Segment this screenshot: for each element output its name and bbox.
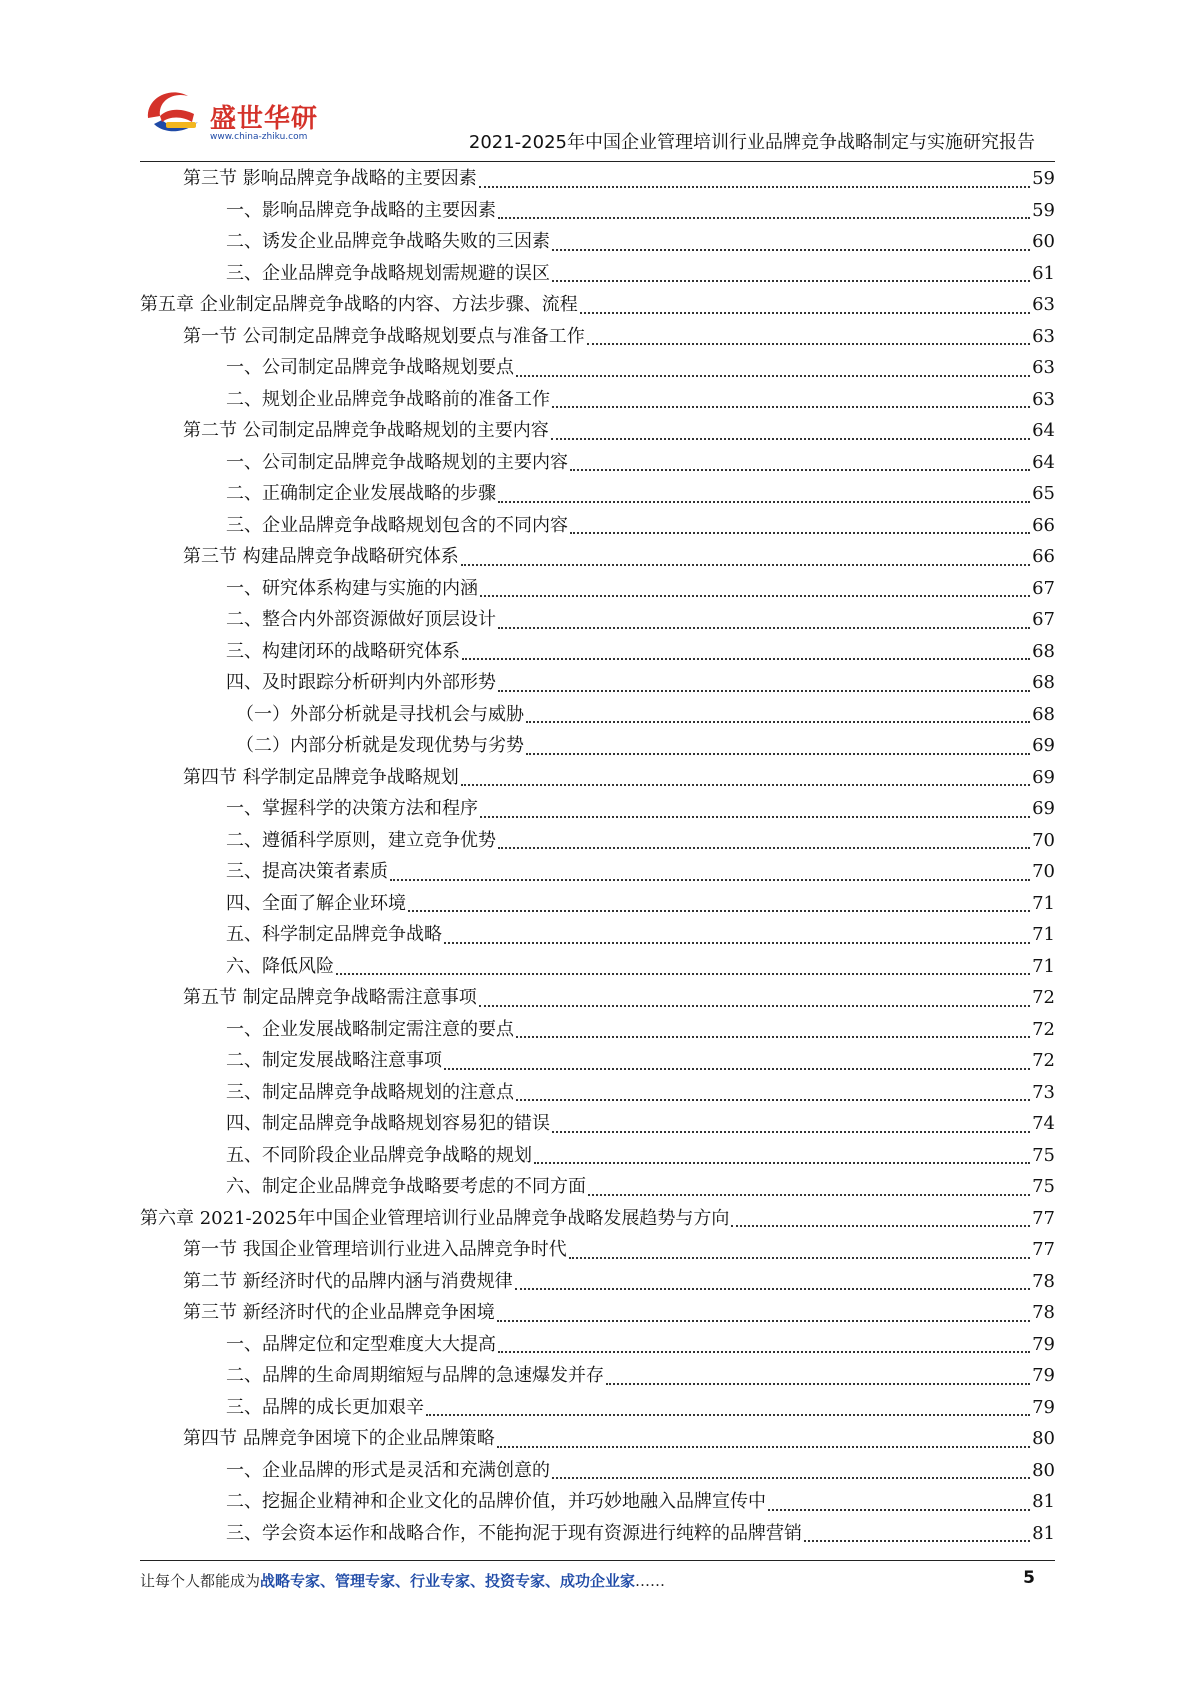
page-number: 5 [1023, 1568, 1035, 1588]
logo-emblem-icon [140, 78, 210, 148]
toc-entry[interactable] [140, 573, 1055, 605]
toc-leader-dots [516, 1099, 1030, 1101]
toc-entry-page: 59 [1032, 168, 1055, 189]
toc-entry[interactable] [140, 1518, 1055, 1550]
toc-entry-page: 66 [1032, 514, 1055, 536]
toc-entry[interactable] [140, 1266, 1055, 1298]
logo-name: 盛世华研 [210, 104, 319, 134]
toc-entry-page: 64 [1032, 451, 1055, 473]
toc-entry[interactable] [140, 1108, 1055, 1140]
toc-entry-title: 一、研究体系构建与实施的内涵 [226, 577, 478, 599]
toc-leader-dots [479, 186, 1030, 188]
toc-leader-dots [588, 1194, 1030, 1196]
toc-entry[interactable] [140, 1171, 1055, 1203]
toc-entry[interactable] [140, 289, 1055, 321]
toc-entry[interactable] [140, 384, 1055, 416]
toc-entry-page: 69 [1032, 798, 1055, 819]
toc-entry-title: 第六章 2021-2025年中国企业管理培训行业品牌竞争战略发展趋势与方向 [140, 1207, 730, 1229]
toc-entry[interactable] [140, 1234, 1055, 1266]
toc-entry[interactable] [140, 1297, 1055, 1329]
toc-entry-title: 四、制定品牌竞争战略规划容易犯的错误 [226, 1113, 550, 1134]
footer-slogan [140, 1570, 665, 1591]
toc-leader-dots [552, 1477, 1030, 1479]
toc-leader-dots [498, 690, 1030, 692]
toc-entry-title: 二、遵循科学原则，建立竞争优势 [226, 829, 496, 851]
toc-leader-dots [570, 532, 1030, 534]
toc-entry-page: 63 [1032, 294, 1055, 315]
report-title: 2021-2025年中国企业管理培训行业品牌竞争战略制定与实施研究报告 [468, 132, 1035, 153]
toc-entry-page: 77 [1032, 1207, 1055, 1229]
toc-leader-dots [444, 1068, 1030, 1070]
toc-entry-title: 第五章 企业制定品牌竞争战略的内容、方法步骤、流程 [140, 294, 578, 315]
toc-entry-page: 63 [1032, 388, 1055, 410]
toc-entry-page: 65 [1032, 483, 1055, 504]
toc-leader-dots [444, 942, 1030, 944]
toc-entry-title: 三、学会资本运作和战略合作，不能拘泥于现有资源进行纯粹的品牌营销 [226, 1522, 802, 1544]
toc-leader-dots [515, 1288, 1030, 1290]
toc-entry-page: 75 [1032, 1144, 1055, 1166]
toc-leader-dots [552, 280, 1030, 282]
toc-entry-page: 63 [1032, 325, 1055, 347]
toc-leader-dots [526, 753, 1030, 755]
toc-leader-dots [534, 1162, 1030, 1164]
toc-entry-title: 一、企业发展战略制定需注意的要点 [226, 1018, 514, 1040]
toc-entry-title: 第二节 公司制定品牌竞争战略规划的主要内容 [183, 420, 549, 441]
toc-entry[interactable] [140, 636, 1055, 668]
toc-entry-title: 二、诱发企业品牌竞争战略失败的三因素 [226, 231, 550, 252]
toc-entry-title: 三、构建闭环的战略研究体系 [226, 640, 460, 662]
toc-entry[interactable] [140, 730, 1055, 762]
toc-entry-title: 第三节 影响品牌竞争战略的主要因素 [183, 168, 477, 189]
toc-entry[interactable] [140, 321, 1055, 353]
toc-entry[interactable] [140, 825, 1055, 857]
toc-leader-dots [552, 249, 1030, 251]
toc-entry[interactable] [140, 352, 1055, 384]
toc-entry-page: 78 [1032, 1302, 1055, 1323]
toc-entry-title: 三、制定品牌竞争战略规划的注意点 [226, 1081, 514, 1103]
toc-entry-page: 69 [1032, 735, 1055, 756]
table-of-contents [140, 163, 1055, 1549]
toc-entry-title: 第三节 构建品牌竞争战略研究体系 [183, 546, 459, 567]
slogan-highlight: 战略专家、管理专家、行业专家、投资专家、成功企业家 [260, 1572, 636, 1590]
toc-leader-dots [516, 1036, 1030, 1038]
toc-entry-page: 78 [1032, 1270, 1055, 1292]
toc-entry-page: 79 [1032, 1396, 1055, 1418]
toc-entry[interactable] [140, 478, 1055, 510]
toc-entry-title: 五、科学制定品牌竞争战略 [226, 924, 442, 945]
toc-entry-title: 六、降低风险 [226, 955, 334, 977]
toc-entry-page: 61 [1032, 262, 1055, 284]
toc-leader-dots [497, 1320, 1030, 1322]
toc-entry-title: 二、整合内外部资源做好顶层设计 [226, 609, 496, 630]
toc-entry-page: 67 [1032, 609, 1055, 630]
toc-entry-page: 68 [1032, 703, 1055, 725]
footer-divider [140, 1560, 1055, 1561]
toc-entry[interactable] [140, 1329, 1055, 1361]
toc-entry-title: 四、及时跟踪分析研判内外部形势 [226, 672, 496, 693]
toc-entry-title: 二、品牌的生命周期缩短与品牌的急速爆发并存 [226, 1365, 604, 1386]
toc-entry-page: 69 [1032, 766, 1055, 788]
toc-leader-dots [516, 375, 1030, 377]
toc-entry-page: 71 [1032, 955, 1055, 977]
toc-leader-dots [552, 406, 1030, 408]
header-divider [140, 161, 1055, 162]
toc-entry[interactable] [140, 888, 1055, 920]
toc-entry-title: 二、正确制定企业发展战略的步骤 [226, 483, 496, 504]
toc-entry-title: 第四节 科学制定品牌竞争战略规划 [183, 766, 459, 788]
toc-entry-title: 三、提高决策者素质 [226, 861, 388, 882]
toc-leader-dots [497, 1446, 1030, 1448]
toc-entry-page: 70 [1032, 861, 1055, 882]
toc-entry-page: 72 [1032, 987, 1055, 1008]
toc-entry-title: 三、企业品牌竞争战略规划包含的不同内容 [226, 514, 568, 536]
toc-entry-title: 第三节 新经济时代的企业品牌竞争困境 [183, 1302, 495, 1323]
toc-leader-dots [480, 816, 1030, 818]
toc-entry-page: 68 [1032, 672, 1055, 693]
toc-leader-dots [498, 847, 1030, 849]
toc-entry[interactable] [140, 1077, 1055, 1109]
toc-entry-title: 第一节 公司制定品牌竞争战略规划要点与准备工作 [183, 325, 585, 347]
toc-leader-dots [461, 784, 1030, 786]
toc-entry-title: 一、公司制定品牌竞争战略规划要点 [226, 357, 514, 378]
toc-entry[interactable] [140, 1486, 1055, 1518]
toc-entry-page: 71 [1032, 892, 1055, 914]
toc-entry-title: 第五节 制定品牌竞争战略需注意事项 [183, 987, 477, 1008]
toc-leader-dots [479, 1005, 1030, 1007]
toc-entry-title: 三、品牌的成长更加艰辛 [226, 1396, 424, 1418]
toc-entry[interactable] [140, 951, 1055, 983]
toc-entry-title: 五、不同阶段企业品牌竞争战略的规划 [226, 1144, 532, 1166]
toc-entry-page: 79 [1032, 1333, 1055, 1355]
toc-entry-page: 75 [1032, 1176, 1055, 1197]
slogan-prefix: 让每个人都能成为 [140, 1572, 261, 1590]
toc-leader-dots [498, 501, 1030, 503]
toc-entry-title: 一、公司制定品牌竞争战略规划的主要内容 [226, 451, 568, 473]
toc-entry-title: 一、掌握科学的决策方法和程序 [226, 798, 478, 819]
toc-entry-title: 二、制定发展战略注意事项 [226, 1050, 442, 1071]
toc-leader-dots [461, 564, 1030, 566]
toc-entry-page: 66 [1032, 546, 1055, 567]
toc-entry[interactable] [140, 762, 1055, 794]
toc-entry[interactable] [140, 541, 1055, 573]
toc-entry-title: 二、挖掘企业精神和企业文化的品牌价值，并巧妙地融入品牌宣传中 [226, 1491, 766, 1512]
toc-entry-page: 80 [1032, 1459, 1055, 1481]
toc-leader-dots [408, 910, 1030, 912]
toc-leader-dots [526, 721, 1030, 723]
toc-entry[interactable] [140, 919, 1055, 951]
toc-entry-title: （二）内部分析就是发现优势与劣势 [236, 735, 524, 756]
toc-entry-title: 三、企业品牌竞争战略规划需规避的误区 [226, 262, 550, 284]
toc-entry[interactable] [140, 1140, 1055, 1172]
toc-entry-page: 81 [1032, 1491, 1055, 1512]
toc-entry-page: 59 [1032, 199, 1055, 221]
toc-entry-title: 一、影响品牌竞争战略的主要因素 [226, 199, 496, 221]
toc-entry[interactable] [140, 415, 1055, 447]
toc-leader-dots [587, 343, 1030, 345]
toc-leader-dots [390, 879, 1030, 881]
toc-entry[interactable] [140, 1014, 1055, 1046]
toc-entry-title: 一、企业品牌的形式是灵活和充满创意的 [226, 1459, 550, 1481]
toc-leader-dots [336, 973, 1030, 975]
page-footer [140, 1570, 1055, 1600]
toc-entry-page: 80 [1032, 1428, 1055, 1449]
toc-entry-title: 二、规划企业品牌竞争战略前的准备工作 [226, 388, 550, 410]
toc-entry[interactable] [140, 258, 1055, 290]
toc-entry-page: 74 [1032, 1113, 1055, 1134]
toc-entry-page: 64 [1032, 420, 1055, 441]
toc-entry-page: 70 [1032, 829, 1055, 851]
toc-entry[interactable] [140, 982, 1055, 1014]
toc-entry-page: 67 [1032, 577, 1055, 599]
toc-entry[interactable] [140, 163, 1055, 195]
toc-leader-dots [731, 1225, 1030, 1227]
toc-leader-dots [570, 469, 1030, 471]
toc-leader-dots [498, 217, 1030, 219]
toc-entry[interactable] [140, 195, 1055, 227]
toc-entry[interactable] [140, 856, 1055, 888]
toc-entry[interactable] [140, 1203, 1055, 1235]
toc-entry-page: 71 [1032, 924, 1055, 945]
toc-leader-dots [498, 1351, 1030, 1353]
toc-entry-page: 72 [1032, 1018, 1055, 1040]
toc-entry-title: 四、全面了解企业环境 [226, 892, 406, 914]
toc-entry-page: 77 [1032, 1239, 1055, 1260]
toc-entry[interactable] [140, 604, 1055, 636]
toc-entry-title: 第一节 我国企业管理培训行业进入品牌竞争时代 [183, 1239, 567, 1260]
toc-leader-dots [768, 1509, 1030, 1511]
toc-entry-page: 72 [1032, 1050, 1055, 1071]
company-logo [140, 78, 330, 148]
toc-leader-dots [606, 1383, 1030, 1385]
toc-entry[interactable] [140, 447, 1055, 479]
toc-entry[interactable] [140, 1455, 1055, 1487]
toc-entry[interactable] [140, 226, 1055, 258]
toc-entry-page: 60 [1032, 231, 1055, 252]
toc-leader-dots [552, 1131, 1030, 1133]
toc-leader-dots [480, 595, 1030, 597]
toc-entry[interactable] [140, 1392, 1055, 1424]
toc-entry-title: 第四节 品牌竞争困境下的企业品牌策略 [183, 1428, 495, 1449]
toc-leader-dots [569, 1257, 1030, 1259]
toc-entry-page: 68 [1032, 640, 1055, 662]
toc-entry-page: 79 [1032, 1365, 1055, 1386]
toc-entry-page: 73 [1032, 1081, 1055, 1103]
page-header [140, 78, 1055, 153]
toc-entry[interactable] [140, 510, 1055, 542]
toc-entry-title: 一、品牌定位和定型难度大大提高 [226, 1333, 496, 1355]
toc-leader-dots [551, 438, 1030, 440]
toc-entry[interactable] [140, 793, 1055, 825]
toc-entry[interactable] [140, 667, 1055, 699]
toc-entry-page: 63 [1032, 357, 1055, 378]
toc-leader-dots [462, 658, 1030, 660]
toc-entry-title: （一）外部分析就是寻找机会与威胁 [236, 703, 524, 725]
toc-leader-dots [498, 627, 1030, 629]
toc-entry[interactable] [140, 699, 1055, 731]
toc-leader-dots [804, 1540, 1030, 1542]
toc-leader-dots [426, 1414, 1030, 1416]
logo-url: www.china-zhiku.com [210, 132, 308, 142]
toc-entry-title: 六、制定企业品牌竞争战略要考虑的不同方面 [226, 1176, 586, 1197]
toc-entry-title: 第二节 新经济时代的品牌内涵与消费规律 [183, 1270, 513, 1292]
toc-entry[interactable] [140, 1360, 1055, 1392]
toc-entry-page: 81 [1032, 1522, 1055, 1544]
slogan-suffix: …… [635, 1572, 666, 1590]
toc-entry[interactable] [140, 1423, 1055, 1455]
toc-entry[interactable] [140, 1045, 1055, 1077]
toc-leader-dots [580, 312, 1030, 314]
